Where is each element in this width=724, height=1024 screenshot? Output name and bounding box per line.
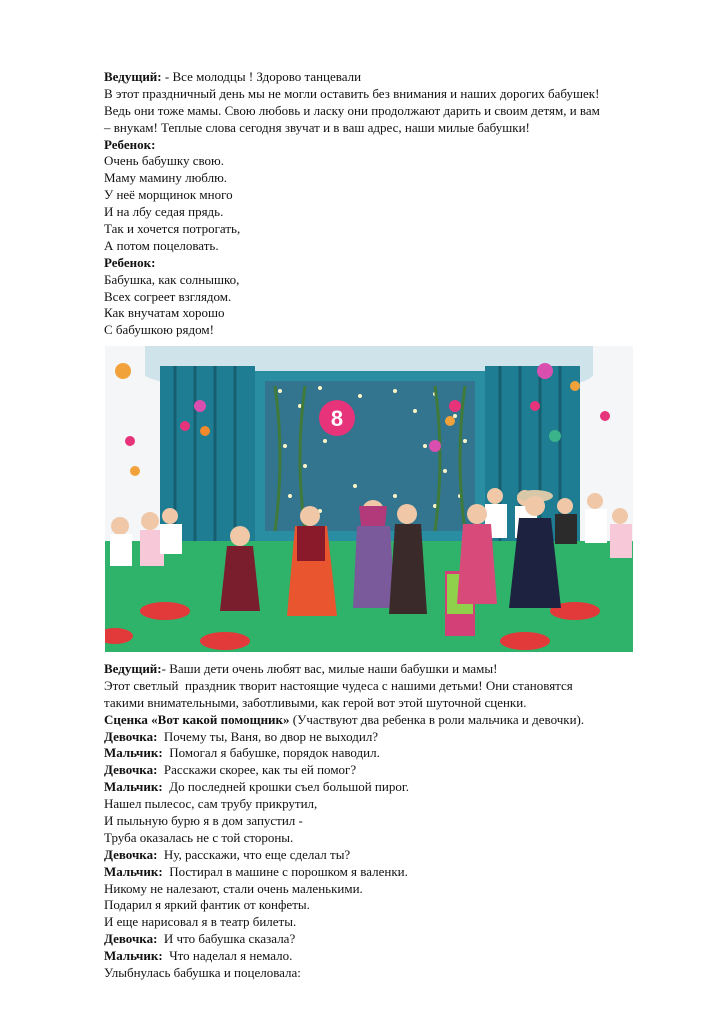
top-line	[104, 322, 664, 339]
line-text: Помогал я бабушке, порядок наводил.	[162, 745, 380, 761]
banner-eight: 8	[330, 406, 344, 431]
top-line	[104, 221, 664, 238]
bottom-line	[104, 965, 664, 982]
top-line	[104, 120, 664, 137]
bottom-line	[104, 661, 664, 678]
line-text: С бабушкою рядом!	[104, 322, 214, 338]
speaker-label: Ведущий:	[104, 69, 162, 84]
top-line	[104, 255, 664, 272]
bottom-line	[104, 881, 664, 898]
line-text: (Участвуют два ребенка в роли мальчика и девочки).	[289, 711, 585, 727]
bottom-line	[104, 745, 664, 762]
line-text: - Все молодцы ! Здорово танцевали	[161, 69, 362, 84]
line-text: Улыбнулась бабушка и поцеловала:	[104, 965, 301, 981]
line-text: А потом поцеловать.	[104, 237, 219, 253]
speaker-label: Ведущий:	[104, 661, 162, 676]
line-text: Труба оказалась не с той стороны.	[104, 829, 294, 845]
speaker-label: Девочка:	[104, 728, 158, 744]
top-line	[104, 103, 664, 120]
top-line	[104, 170, 664, 187]
top-line	[104, 204, 664, 221]
speaker-label: Девочка:	[104, 762, 158, 778]
line-text: Ведь они тоже мамы. Свою любовь и ласку они продолжают дарить и своим детям, и вам	[104, 102, 600, 118]
speaker-label: Ребенок:	[104, 136, 156, 152]
line-text: Нашел пылесос, сам трубу прикрутил,	[104, 796, 318, 812]
bottom-line	[104, 914, 664, 931]
speaker-label: Мальчик:	[104, 948, 163, 964]
line-text: В этот праздничный день мы не могли оставить без внимания и наших дорогих бабушек!	[104, 85, 600, 101]
line-text: Маму мамину люблю.	[104, 170, 228, 186]
top-line	[104, 272, 664, 289]
line-text: - Ваши дети очень любят вас, милые наши бабушки и мамы!	[161, 661, 498, 676]
line-text: Как внучатам хорошо	[104, 305, 225, 321]
line-text: Бабушка, как солнышко,	[104, 271, 240, 287]
bottom-line	[104, 897, 664, 914]
line-text: И пыльную бурю я в дом запустил -	[104, 813, 303, 829]
line-text: Что наделал я немало.	[162, 948, 293, 964]
top-line	[104, 69, 664, 86]
speaker-label: Мальчик:	[104, 863, 163, 879]
top-line	[104, 305, 664, 322]
bottom-line	[104, 762, 664, 779]
speaker-label: Ребенок:	[104, 254, 156, 270]
top-line	[104, 187, 664, 204]
line-text: Всех согреет взглядом.	[104, 288, 232, 304]
line-text: У неё морщинок много	[104, 187, 233, 203]
line-text: – внукам! Теплые слова сегодня звучат и в ваш адрес, наши милые бабушки!	[104, 119, 530, 135]
top-line	[104, 137, 664, 154]
line-text: И что бабушка сказала?	[157, 931, 296, 947]
bottom-line	[104, 796, 664, 813]
line-text: Ну, расскажи, что еще сделал ты?	[157, 846, 351, 862]
line-text: Расскажи скорее, как ты ей помог?	[157, 762, 357, 778]
bottom-line	[104, 729, 664, 746]
line-text: такими внимательными, заботливыми, как герой вот этой шуточной сценки.	[104, 694, 527, 710]
bottom-line	[104, 847, 664, 864]
bottom-line	[104, 948, 664, 965]
speaker-label: Девочка:	[104, 846, 158, 862]
bottom-line	[104, 695, 664, 712]
text-block-bottom	[104, 661, 664, 982]
bottom-line	[104, 779, 664, 796]
line-text: Постирал в машине с порошком я валенки.	[162, 863, 408, 879]
bottom-line	[104, 931, 664, 948]
speaker-label: Мальчик:	[104, 779, 163, 795]
line-text: Так и хочется потрогать,	[104, 221, 241, 237]
bottom-line	[104, 813, 664, 830]
text-block-top	[104, 69, 664, 339]
line-text: Почему ты, Ваня, во двор не выходил?	[157, 728, 379, 744]
event-photo	[105, 346, 633, 652]
line-text: Этот светлый праздник творит настоящие чудеса с нашими детьми! Они становятся	[104, 677, 573, 693]
top-line	[104, 86, 664, 103]
top-line	[104, 289, 664, 306]
speaker-label: Мальчик:	[104, 745, 163, 761]
line-text: Очень бабушку свою.	[104, 153, 225, 169]
line-text: И на лбу седая прядь.	[104, 204, 224, 220]
top-line	[104, 238, 664, 255]
speaker-label: Сценка «Вот какой помощник»	[104, 711, 290, 727]
bottom-line	[104, 712, 664, 729]
line-text: И еще нарисовал я в театр билеты.	[104, 914, 297, 930]
event-photo-illustration	[105, 346, 633, 652]
bottom-line	[104, 864, 664, 881]
line-text: До последней крошки съел большой пирог.	[162, 779, 409, 795]
line-text: Подарил я яркий фантик от конфеты.	[104, 897, 310, 913]
line-text: Никому не налезают, стали очень маленькими.	[104, 880, 363, 896]
bottom-line	[104, 830, 664, 847]
top-line	[104, 153, 664, 170]
speaker-label: Девочка:	[104, 931, 158, 947]
bottom-line	[104, 678, 664, 695]
